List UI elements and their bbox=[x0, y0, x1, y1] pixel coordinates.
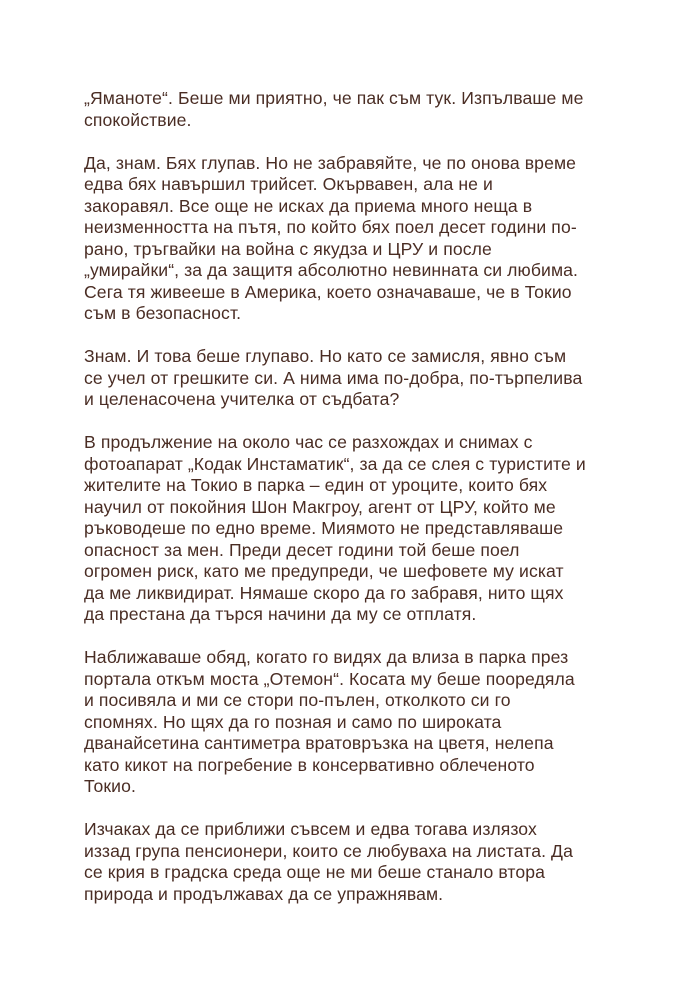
paragraph-2 bbox=[84, 153, 624, 325]
text-line: неизменността на пътя, по който бях поел десет години по- bbox=[84, 217, 577, 237]
text-line: Наближаваше обяд, когато го видях да влиза в парка през bbox=[84, 647, 569, 667]
text-line: „умирайки“, за да защитя абсолютно невинната си любима. bbox=[84, 260, 579, 280]
text-line: и посивяла и ми се стори по-пълен, отколкото си го bbox=[84, 690, 511, 710]
text-line: жителите на Токио в парка – един от уроците, които бях bbox=[84, 475, 548, 495]
text-line: дванайсетина сантиметра вратовръзка на цветя, нелепа bbox=[84, 733, 554, 753]
text-line: като кикот на погребение в консервативно облеченото bbox=[84, 754, 535, 775]
text-line: иззад група пенсионери, които се любуваха на листата. Да bbox=[84, 840, 573, 861]
text-line: ръководеше по едно време. Миямото не представляваше bbox=[84, 518, 564, 538]
text-line: да престана да търся начини да му се отплатя. bbox=[84, 604, 477, 624]
paragraph-3 bbox=[84, 346, 624, 411]
text-line: спомнях. Но щях да го позная и само по широката bbox=[84, 711, 502, 732]
text-line: едва бях навършил трийсет. Окървавен, ала не и bbox=[84, 174, 493, 194]
paragraph-4 bbox=[84, 432, 624, 626]
document-text bbox=[84, 88, 624, 927]
text-line: научил от покойния Шон Макгроу, агент от ЦРУ, който ме bbox=[84, 496, 556, 517]
text-line: рано, тръгвайки на война с якудза и ЦРУ и после bbox=[84, 238, 492, 259]
text-line: да ме ликвидират. Нямаше скоро да го забравя, нито щях bbox=[84, 582, 564, 603]
text-line: фотоапарат „Кодак Инстаматик“, за да се слея с туристите и bbox=[84, 453, 586, 474]
paragraph-5 bbox=[84, 647, 624, 798]
text-line: се учел от грешките си. А нима има по-добра, по-търпелива bbox=[84, 367, 583, 388]
text-line: Сега тя живееше в Америка, което означаваше, че в Токио bbox=[84, 281, 572, 302]
paragraph-6 bbox=[84, 819, 624, 905]
text-line: природа и продължавах да се упражнявам. bbox=[84, 883, 444, 904]
text-line: портала откъм моста „Отемон“. Косата му беше пооредяла bbox=[84, 668, 575, 689]
text-line: се крия в градска среда още не ми беше станало втора bbox=[84, 862, 545, 882]
text-line: спокойствие. bbox=[84, 109, 192, 130]
text-line: В продължение на около час се разхождах и снимах с bbox=[84, 432, 533, 452]
text-line: Знам. И това беше глупаво. Но като се замисля, явно съм bbox=[84, 346, 567, 366]
text-line: и целенасочена учителка от съдбата? bbox=[84, 389, 400, 409]
text-line: Изчаках да се приближи съвсем и едва тогава излязох bbox=[84, 819, 537, 839]
text-line: Да, знам. Бях глупав. Но не забравяйте, че по онова време bbox=[84, 152, 577, 173]
text-line: закоравял. Все още не исках да приема много неща в bbox=[84, 195, 533, 216]
paragraph-1 bbox=[84, 88, 624, 131]
text-line: огромен риск, като ме предупреди, че шефовете му искат bbox=[84, 561, 564, 581]
text-line: съм в безопасност. bbox=[84, 303, 242, 323]
text-line: „Яманоте“. Беше ми приятно, че пак съм тук. Изпълваше ме bbox=[84, 88, 584, 108]
text-line: Токио. bbox=[84, 776, 136, 796]
text-line: опасност за мен. Преди десет години той беше поел bbox=[84, 539, 520, 560]
